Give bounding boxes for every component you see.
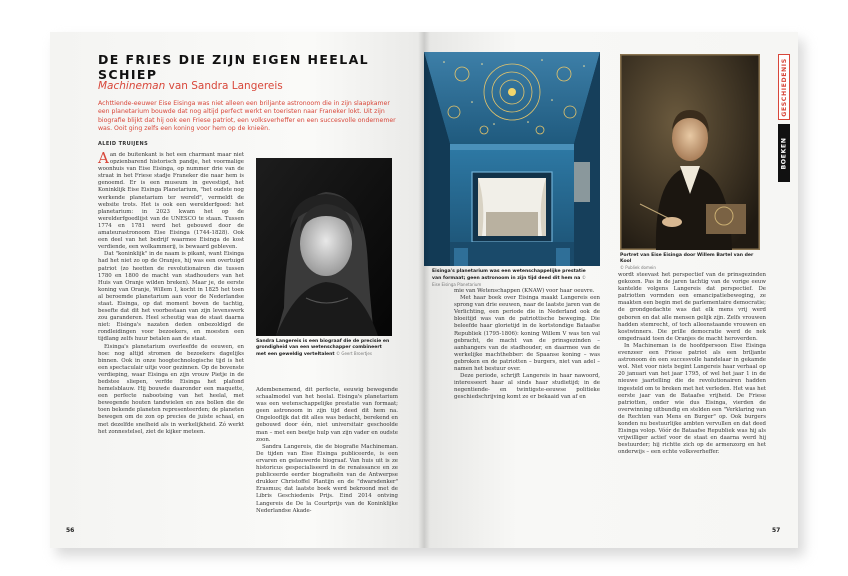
- photo-credit: © Publiek domein: [620, 265, 656, 271]
- text-column-3: [454, 288, 600, 402]
- text-column-1: [98, 149, 244, 436]
- article-headline: DE FRIES DIE ZIJN EIGEN HEELAL SCHIEP: [98, 52, 370, 82]
- text-column-2: [256, 387, 398, 515]
- author-photo-caption: [256, 339, 392, 359]
- book-author: van Sandra Langereis: [165, 80, 283, 92]
- page-number-right: 57: [772, 527, 781, 534]
- right-page: [424, 32, 798, 548]
- planetarium-illustration: [424, 52, 600, 266]
- section-tabs: [778, 54, 790, 184]
- paragraph: In Machineman is de hoofdpersoon Eise Eisinga evenzeer een Friese patriot als een briljante astronoom én een succesvolle handelaar in gekamde wol. Niet voor niets begint Langereis haar verhaal op 20 januari van het jaar 1795, of wel het jaar 1 in de nieuwe jaartelling die de revolutionairen hadden ingesteld om te breken met het verleden. Het was het eerste jaar van de Bataafse vrijheid. De Friese patriotten, onder wie dus Eisinga, vierden de overwinning uitbundig en stelden een "Verklaring van de Rechten van Mens en Burger" op. Ook burgers konden nu bestuurlijke ambten vervullen en dat deed Eisinga volop. Vóór de Bataafse Republiek was hij als vrijwilliger actief voor de staat en daarna werd hij bestuurder; hij richtte zich op de armenzorg en het onderwijs – een echte volksverheffer.: [618, 342, 766, 456]
- paragraph: mie van Wetenschappen (KNAW) voor haar oeuvre.: [454, 288, 595, 294]
- portrait-caption: [620, 253, 766, 273]
- paragraph: Met haar boek over Eisinga maakt Langereis een sprong van drie eeuwen, naar de laatste jaren van de Verlichting, een periode die in Nederland ook de bloeitijd was van de patriottische beweging. Die beleefde haar glorietijd in de kortstondige Bataafse Republiek (1795-1806): koning Willem V was ten val gebracht, de macht van de prinsgezinden – aanhangers van de stadhouder, en daarmee van de werkelijke machthebber: de Spaanse koning – was gebroken en de patriotten – burgers, niet van adel – namen het bestuur over.: [454, 295, 600, 373]
- planetarium-caption: [432, 269, 592, 290]
- paragraph: an de buitenkant is het een charmant maar niet opzienbarend historisch pandje, het voormalige woonhuis van Eise Eisinga, op nummer drie van de straat in het Friese stadje Franeker die naar hem is genoemd. Er is een museum in gevestigd, het Koninklijk Eise Eisinga Planetarium, "het oudste nog werkende planetarium ter wereld", vermeldt de website trots. Het is ook een werelderfgoed: het planetarium: in 2023 kwam het op de werelderfgoedlijst van de UNESCO te staan. Tussen 1774 en 1781 werd het gebouwd door de amateurastronoom Eise Eisinga (1744-1828). Ook een deel van het bedrijf waarmee Eisinga de kost verdiende, een wolkammerij, is bewaard gebleven.: [98, 152, 244, 251]
- caption-text: Sandra Langereis is een biograaf die de precisie en grondigheid van een wetenschapper combineert met een geweldig verteltalent: [256, 339, 390, 358]
- eisinga-portrait-illustration: [620, 54, 760, 250]
- planetarium-photo: [424, 52, 600, 266]
- drop-cap: A: [98, 149, 109, 167]
- photo-credit: © Eise Eisinga Planetarium: [432, 275, 586, 288]
- page-number-left: 56: [66, 527, 75, 534]
- paragraph: wordt steevast het perspectief van de prinsgezinden gekozen. Pas in de jaren tachtig van de vorige eeuw kantelde volgens Langereis dat perspectief. De patriotten vormden een emancipatiebeweging, ze maakten een begin met de parlementaire democratie; de grondgedachte was dat elk mens vrij werd geboren en dat alle mensen gelijk zijn. Zelfs vrouwen hadden stemrecht, of toch alleenstaande vrouwen en kostwinners. Die prille democratie werd de nek omgedraaid toen de Oranjes de macht heroverden.: [618, 272, 766, 342]
- paragraph: Dat "koninklijk" in de naam is pikant, want Eisinga had het niet zo op de Oranjes, hij was een overtuigd patriot (zo heetten de revolutionairen die tussen 1780 en 1800 de macht van stadhouders van het Huis van Oranje wilden breken). Maar je, de eerste koning van Oranje, Willem I, kocht in 1825 het toen al beroemde planetarium aan voor de Nederlandse staat. Eisinga, op dat moment boven de tachtig, besefte dat dit het voorbestaan van zijn levenswerk zou garanderen. Heel scheutig was de staat daarna niet: Eisinga's nazaten deden onbezoldigd de rondleidingen voor bezoekers, en moesten een tijdlang zelfs huur betalen aan de staat.: [98, 251, 244, 343]
- paragraph: Eisinga's planetarium overleefde de eeuwen, en hoe: nog altijd stromen de bezoekers dagelijks binnen. Ook in onze hoogtechnologische tijd is het een spectaculair uitje voor gezinnen. Op de bovenste verdieping, waar Eisinga en zijn vrouw Pietje in de bedstee sliepen, verfde Eisinga het plafond hemelsblauw. Hij bouwde daaronder een maquette, een perfecte nabootsing van het heelal, met bewegende houten tandwielen en zes bollen die de toen bekende planeten representeerden; de planeten bewegen om de zon op precies de juiste schaal, en met dezelfde snelheid als in werkelijkheid. Zó werkt het zonnestelsel, ziet de kijker meteen.: [98, 343, 244, 435]
- paragraph: Deze periode, schrijft Langereis in haar nawoord, interesseert haar al sinds haar studietijd; in de negentiende- en twintigste-eeuwse politieke geschiedschrijving komt ze er bekaaid van af en: [454, 373, 600, 401]
- photo-credit: © Geert Broertjes: [336, 351, 372, 357]
- spine-gutter: [418, 32, 430, 548]
- book-title: Machineman: [98, 80, 166, 92]
- article-byline: ALEID TRUIJENS: [98, 141, 149, 147]
- article-intro: Achttiende-eeuwer Eise Eisinga was niet alleen een briljante astronoom die in zijn slaapkamer een planetarium bouwde dat nog altijd perfect werkt en toeristen naar Franeker lokt. Uit zijn biografie blijkt dat hij ook een Friese patriot, een volksverheffer en een succesvolle ondernemer was. Ooit ging zelfs een koning voor hem op de knieën.: [98, 100, 396, 133]
- caption-text: Portret van Eise Eisinga door Willem Bartel van der Kool: [620, 253, 754, 265]
- article-subtitle: [98, 80, 283, 92]
- author-photo: [256, 158, 392, 336]
- portrait-painting: [620, 54, 760, 250]
- author-portrait-illustration: [256, 158, 392, 336]
- caption-text: Eisinga's planetarium was een wetenschappelijke prestatie van formaat; geen astronoom in zijn tijd deed dit hem na: [432, 269, 586, 282]
- tab-boeken: BOEKEN: [778, 124, 790, 182]
- magazine-spread: [50, 32, 798, 552]
- text-column-4: [618, 272, 766, 456]
- paragraph: Sandra Langereis, die de biografie Machineman. De tijden van Eise Eisinga publiceerde, is een ervaren en gelauwerde biograaf. Van huis uit is ze historicus gespecialiseerd in de renaissance en ze publiceerde eerder biografieën van de Antwerpse drukker Christoffel Plantijn en de "dwarsdenker" Erasmus; dat laatste boek werd bekroond met de Libris Geschiedenis Prijs. Eind 2014 ontving Langereis de De la Courtprijs van de Koninklijke Nederlandse Akade-: [256, 443, 398, 514]
- tab-geschiedenis: GESCHIEDENIS: [778, 54, 790, 120]
- left-page: [50, 32, 424, 548]
- paragraph: Adembenemend, dit perfecte, eeuwig bewegende schaalmodel van het heelal. Eisinga's planetarium was een wetenschappelijke prestatie van formaat; geen astronoom in zijn tijd deed dit hem na. Ongelooflijk dat dit alles was bedacht, berekend en gebouwd door één, niet universitair geschoolde man – met een beetje hulp van zijn vader en oudste zoon.: [256, 387, 398, 443]
